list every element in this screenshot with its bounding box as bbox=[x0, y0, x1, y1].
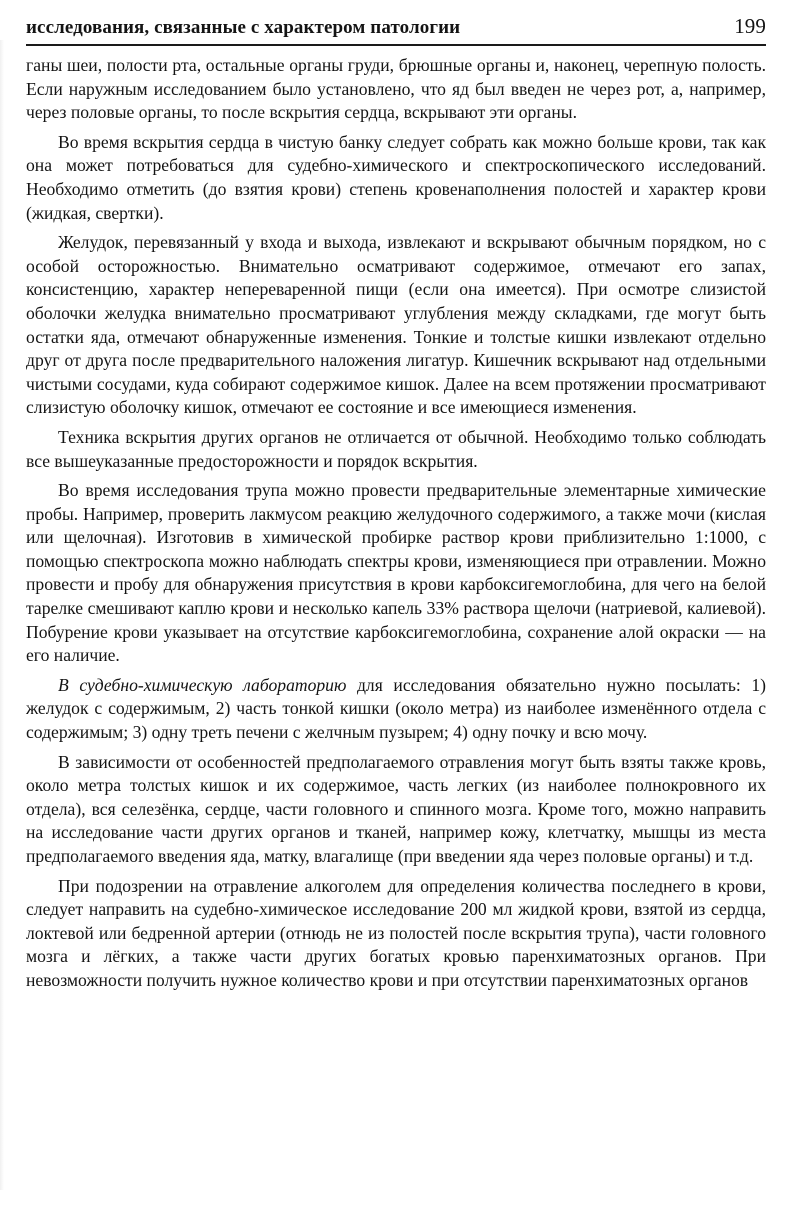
paragraph: В зависимости от особенностей предполагаемого отравления могут быть взяты также кровь, около метра толстых кишок и их содержимое, часть легких (из наиболее полнокровного их отдела), вся селезёнка, сердце, части головного и спинного мозга. Кроме того, можно направить на исследование части других органов и тканей, например кожу, клетчатку, мышцы из места предполагаемого введения яда, матку, влагалище (при введении яда через половые органы) и т.д. bbox=[26, 751, 766, 866]
italic-lead: В судебно-химическую лабораторию bbox=[58, 674, 347, 695]
page-number: 199 bbox=[734, 14, 766, 38]
paragraph: Во время вскрытия сердца в чистую банку следует собрать как можно больше крови, так как она может потребоваться для судебно-химического и спектроскопического исследований. Необходимо отметить (до взятия крови) степень кровенаполнения полостей и характер крови (жидкая, свертки). bbox=[26, 131, 766, 223]
paragraph bbox=[26, 674, 766, 745]
paragraph: Желудок, перевязанный у входа и выхода, извлекают и вскрывают обычным порядком, но с особой осторожностью. Внимательно осматривают содержимое, отмечают его запах, консистенцию, характер непереваренной пищи (если она имеется). При осмотре слизистой оболочки желудка внимательно просматривают углубления между складками, где могут быть остатки яда, отмечают обнаруженные изменения. Тонкие и толстые кишки извлекают отдельно друг от друга после предварительного наложения лигатур. Кишечник вскрывают над отдельными чистыми сосудами, куда собирают содержимое кишок. Далее на всем протяжении просматривают слизистую оболочку кишок, отмечают ее состояние и все имеющиеся изменения. bbox=[26, 232, 766, 418]
paragraph: При подозрении на отравление алкоголем для определения количества последнего в крови, следует направить на судебно-химическое исследование 200 мл жидкой крови, взятой из сердца, локтевой или бедренной артерии (отнюдь не из полостей после вскрытия трупа), части головного мозга и лёгких, а также части других богатых кровью паренхиматозных органов. При невозможности получить нужное количество крови и при отсутствии паренхиматозных органов bbox=[26, 875, 766, 990]
body-text bbox=[26, 54, 766, 993]
paragraph: ганы шеи, полости рта, остальные органы груди, брюшные органы и, наконец, черепную полость. Если наружным исследованием было установлено, что яд был введен не через рот, а, например, через половые органы, то после вскрытия сердца, вскрывают эти органы. bbox=[26, 55, 766, 123]
paragraph-rest: для исследования обязательно нужно посылать: 1) желудок с содержимым, 2) часть тонкой кишки (около метра) из наиболее изменённого отдела с содержимым; 3) одну треть печени с желчным пузырем; 4) одну почку и всю мочу. bbox=[26, 674, 766, 743]
scan-edge-shadow bbox=[0, 40, 4, 1190]
running-header bbox=[26, 14, 766, 46]
paragraph: Во время исследования трупа можно провести предварительные элементарные химические пробы. Например, проверить лакмусом реакцию желудочного содержимого, а также мочи (кислая или щелочная). Изготовив в химической пробирке раствор крови приблизительно 1:1000, с помощью спектроскопа можно наблюдать спектры крови, изменяющиеся при отравлении. Можно провести и пробу для обнаружения присутствия в крови карбоксигемоглобина, для чего на белой тарелке смешивают каплю крови и несколько капель 33% раствора щелочи (натриевой, калиевой). Побурение крови указывает на отсутствие карбоксигемоглобина, сохранение алой окраски — на его наличие. bbox=[26, 480, 766, 666]
running-title: исследования, связанные с характером патологии bbox=[26, 17, 461, 38]
paragraph: Техника вскрытия других органов не отличается от обычной. Необходимо только соблюдать все вышеуказанные предосторожности и порядок вскрытия. bbox=[26, 426, 766, 471]
